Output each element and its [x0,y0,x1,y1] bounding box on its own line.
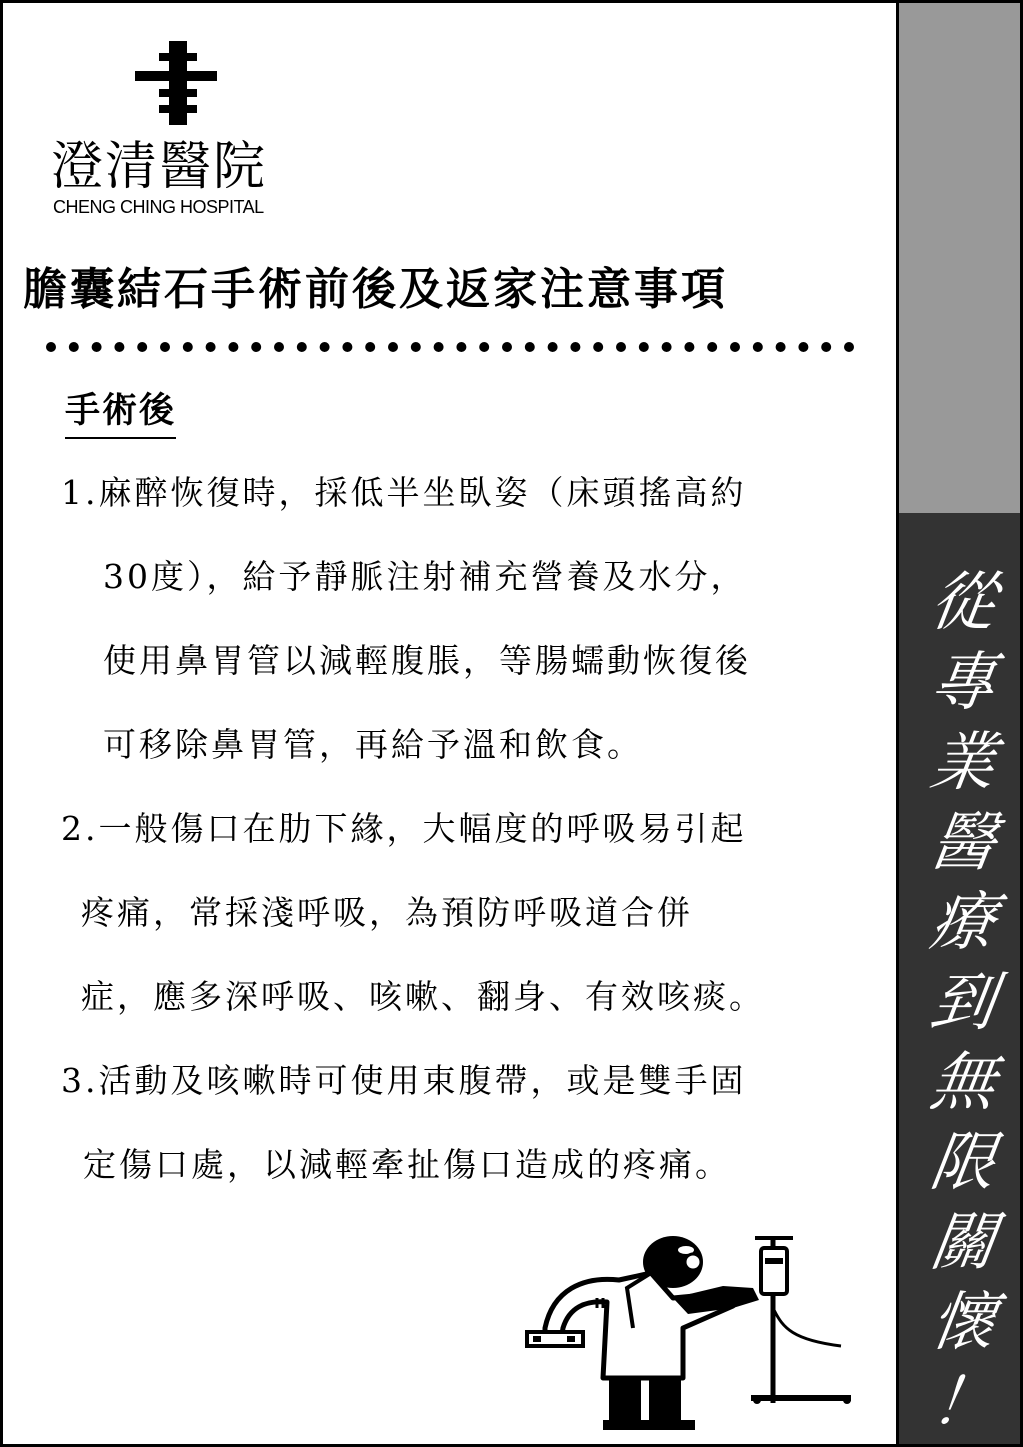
divider-dot [342,342,352,352]
slogan-char: 從 [925,566,1000,640]
list-item-line: 症，應多深呼吸、咳嗽、翻身、有效咳痰。 [81,977,765,1016]
divider-dot [274,342,284,352]
divider-dot [137,342,147,352]
list-item-number: 2. [61,809,99,848]
divider-dot [662,342,672,352]
slogan-char: 關 [925,1206,1000,1280]
list-item-line [61,1059,747,1103]
divider-dot [570,342,580,352]
divider-dot [92,342,102,352]
list-item-line: 可移除鼻胃管，再給予溫和飲食。 [103,725,643,764]
slogan-char: 到 [925,966,1000,1040]
slogan-char: 專 [925,646,1000,720]
list-item-number: 3. [61,1061,99,1100]
doctor-iv-illustration [523,1228,863,1443]
divider-dot [525,342,535,352]
sidebar-top-panel [896,3,1023,513]
slogan-char: 無 [925,1046,1000,1120]
slogan-vertical [899,563,1023,1443]
hospital-logo [51,41,311,221]
divider-dot [114,342,124,352]
divider-dot [730,342,740,352]
slogan-char: 業 [925,726,1000,800]
dotted-divider [45,333,855,361]
divider-dot [548,342,558,352]
divider-dot [69,342,79,352]
list-item-text: 一般傷口在肋下緣，大幅度的呼吸易引起 [98,809,747,848]
divider-dot [434,342,444,352]
page-title: 膽囊結石手術前後及返家注意事項 [23,264,728,315]
divider-dot [798,342,808,352]
slogan-char: 醫 [925,806,1000,880]
list-item-text: 麻醉恢復時，採低半坐臥姿（床頭搖高約 [98,473,747,512]
list-item-line [61,471,747,515]
divider-dot [821,342,831,352]
list-item-line: 30度），給予靜脈注射補充營養及水分， [103,557,747,596]
list-item-line: 疼痛，常採淺呼吸，為預防呼吸道合併 [81,893,693,932]
slogan-char: 限 [925,1126,1000,1200]
divider-dot [411,342,421,352]
section-heading: 手術後 [65,383,176,439]
divider-dot [456,342,466,352]
slogan-char: 療 [925,886,1000,960]
divider-dot [160,342,170,352]
divider-dot [707,342,717,352]
divider-dot [206,342,216,352]
divider-dot [228,342,238,352]
divider-dot [297,342,307,352]
hospital-name-en: CHENG CHING HOSPITAL [53,197,264,217]
divider-dot [639,342,649,352]
hospital-name-zh: 澄清醫院 [51,137,268,197]
divider-dot [183,342,193,352]
divider-dot [753,342,763,352]
divider-dot [616,342,626,352]
list-item-line: 使用鼻胃管以減輕腹脹，等腸蠕動恢復後 [103,641,751,680]
list-item-text: 活動及咳嗽時可使用束腹帶，或是雙手固 [98,1061,747,1100]
divider-dot [479,342,489,352]
slogan-char: 懷 [925,1286,1000,1360]
divider-dot [320,342,330,352]
divider-dot [365,342,375,352]
slogan-char: ！ [925,1366,1000,1440]
divider-dot [684,342,694,352]
list-item-number: 1. [61,473,99,512]
divider-dot [251,342,261,352]
list-item-line [61,807,747,851]
hospital-cross-icon [135,41,217,125]
divider-dot [593,342,603,352]
divider-dot [844,342,854,352]
divider-dot [388,342,398,352]
divider-dot [776,342,786,352]
divider-dot [46,342,56,352]
divider-dot [502,342,512,352]
list-item-line: 定傷口處，以減輕牽扯傷口造成的疼痛。 [83,1145,731,1184]
sidebar-bottom-panel [896,513,1023,1447]
